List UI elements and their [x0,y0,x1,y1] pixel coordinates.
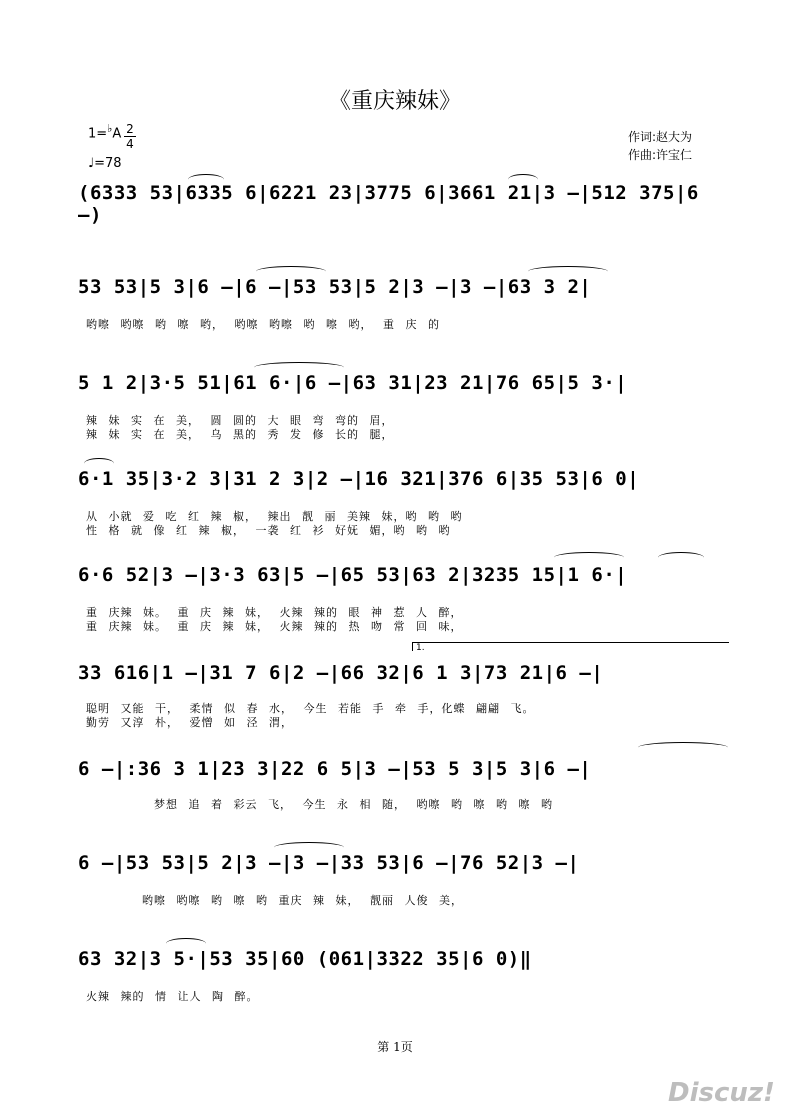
song-title: 《重庆辣妹》 [328,89,461,114]
slur-tie [274,842,344,853]
lyrics-verse-1: 聪明 又能 干， 柔情 似 春 水， 今生 若能 手 牵 手，化蝶 翩翩 飞。 [86,702,535,715]
watermark-logo: Discuz! [668,1078,775,1108]
lyrics-verse-2: 重 庆辣 妹。 重 庆 辣 妹， 火辣 辣的 热 吻 常 回 味， [86,620,463,633]
lyrics-verse-1: 从 小就 爱 吃 红 辣 椒， 辣出 靓 丽 美辣 妹，哟 哟 哟 [86,510,463,523]
slur-tie [254,362,344,373]
slur [508,174,538,185]
notation-line: (6333 53|6335 6|6221 23|3775 6|3661 21|3 –|512 375|6 –) [78,182,699,226]
flat-icon: ♭ [107,122,113,135]
lyrics-verse-1: 火辣 辣的 情 让人 陶 醉。 [86,990,259,1003]
notation-line: 53 53|5 3|6 –|6 –|53 53|5 2|3 –|3 –|63 3 2| [78,276,592,298]
lyrics-verse-1: 哟嚓 哟嚓 哟 嚓 哟， 哟嚓 哟嚓 哟 嚓 哟， 重 庆 的 [86,318,440,331]
slur [554,552,624,563]
volta-label: 1. [416,643,425,653]
lyrics-verse-2: 辣 妹 实 在 美， 乌 黑的 秀 发 修 长的 腿， [86,428,394,441]
lyrics-verse-2: 性 格 就 像 红 辣 椒， 一袭 红 衫 好妩 媚，哟 哟 哟 [86,524,451,537]
key-signature [88,122,121,141]
lyrics-verse-1: 重 庆辣 妹。 重 庆 辣 妹， 火辣 辣的 眼 神 惹 人 醉， [86,606,463,619]
slur [84,458,114,469]
time-bottom: 4 [124,136,136,151]
notation-line: 6 –|:36 3 1|23 3|22 6 5|3 –|53 5 3|5 3|6 –| [78,758,592,780]
time-top: 2 [126,122,134,136]
key-prefix: 1= [88,126,108,142]
lyrics-verse-1: 梦想 追 着 彩云 飞， 今生 永 相 随， 哟嚓 哟 嚓 哟 嚓 哟 [154,798,553,811]
tempo-value: =78 [94,156,122,171]
time-signature [124,122,136,151]
lyrics-verse-1: 辣 妹 实 在 美， 圆 圆的 大 眼 弯 弯的 眉， [86,414,394,427]
composer-credit: 作曲:许宝仁 [628,148,693,162]
slur-tie [256,266,326,277]
notation-line: 6·6 52|3 –|3·3 63|5 –|65 53|63 2|3235 15|1 6·| [78,564,628,586]
page-number: 第 1页 [377,1040,413,1054]
slur-tie [638,742,728,753]
tempo-mark [88,156,122,171]
volta-bracket [412,642,729,651]
lyrics-verse-1: 哟嚓 哟嚓 哟 嚓 哟 重庆 辣 妹， 靓丽 人俊 美， [142,894,463,907]
slur [166,938,206,949]
notation-line: 33 616|1 –|31 7 6|2 –|66 32|6 1 3|73 21|6 –| [78,662,604,684]
notation-line: 5 1 2|3·5 51|61 6·|6 –|63 31|23 21|76 65|5 3·| [78,372,628,394]
slur [188,174,224,185]
slur [658,552,704,563]
slur-tie [528,266,608,277]
key-note: A [112,126,122,142]
lyrics-verse-2: 勤劳 又淳 朴， 爱憎 如 泾 渭， [86,716,293,729]
lyricist-credit: 作词:赵大为 [628,130,693,144]
notation-line: 6·1 35|3·2 3|31 2 3|2 –|16 321|376 6|35 53|6 0| [78,468,640,490]
notation-line: 6 –|53 53|5 2|3 –|3 –|33 53|6 –|76 52|3 –| [78,852,580,874]
quarter-note-icon: ♩ [88,156,95,171]
notation-line: 63 32|3 5·|53 35|60 (061|3322 35|6 0)‖ [78,948,532,970]
